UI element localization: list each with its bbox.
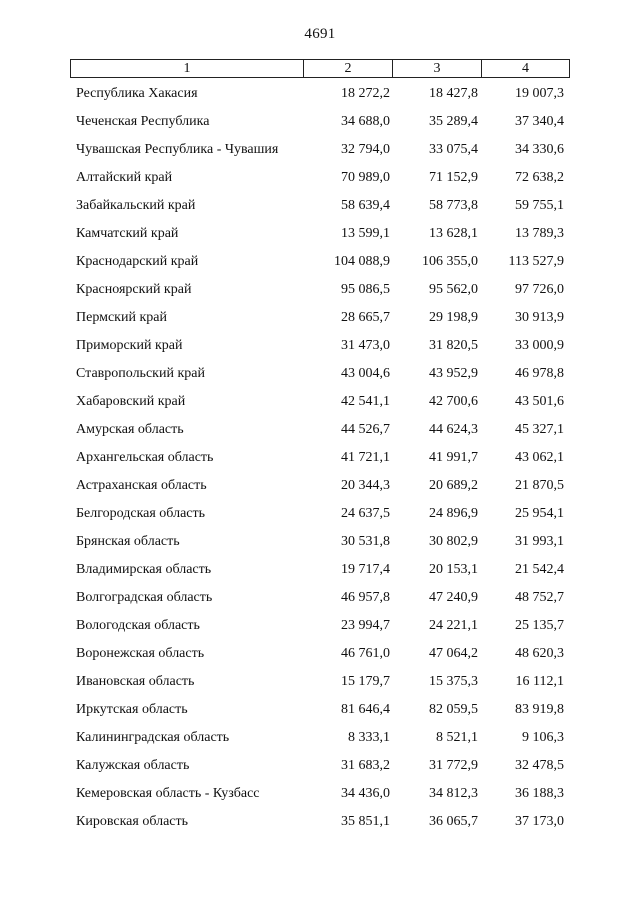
- value-col-3: 20 689,2: [429, 478, 478, 493]
- table-row: [0, 783, 640, 811]
- table-row: [0, 671, 640, 699]
- value-col-3: 44 624,3: [429, 422, 478, 437]
- region-name: Ивановская область: [76, 674, 195, 689]
- region-name: Белгородская область: [76, 506, 206, 521]
- region-name: Калужская область: [76, 758, 190, 773]
- value-col-2: 58 639,4: [341, 198, 390, 213]
- value-col-2: 15 179,7: [341, 674, 390, 689]
- value-col-4: 113 527,9: [508, 254, 564, 269]
- value-col-4: 25 954,1: [515, 506, 564, 521]
- value-col-3: 15 375,3: [429, 674, 478, 689]
- value-col-3: 30 802,9: [429, 534, 478, 549]
- region-name: Кемеровская область - Кузбасс: [76, 786, 260, 801]
- value-col-3: 31 772,9: [429, 758, 478, 773]
- region-name: Алтайский край: [76, 170, 173, 185]
- value-col-2: 34 436,0: [341, 786, 390, 801]
- table-row: [0, 811, 640, 839]
- table-row: [0, 251, 640, 279]
- value-col-2: 44 526,7: [341, 422, 390, 437]
- region-name: Вологодская область: [76, 618, 200, 633]
- page-number: 4691: [304, 26, 336, 42]
- value-col-2: 32 794,0: [341, 142, 390, 157]
- table-row: [0, 503, 640, 531]
- value-col-3: 8 521,1: [436, 730, 478, 745]
- value-col-2: 19 717,4: [341, 562, 390, 577]
- value-col-3: 24 896,9: [429, 506, 478, 521]
- region-name: Республика Хакасия: [76, 86, 198, 101]
- column-header-2: 2: [304, 60, 393, 78]
- value-col-3: 71 152,9: [429, 170, 478, 185]
- value-col-3: 47 240,9: [429, 590, 478, 605]
- value-col-2: 46 957,8: [341, 590, 390, 605]
- table-row: [0, 559, 640, 587]
- value-col-3: 42 700,6: [429, 394, 478, 409]
- value-col-2: 8 333,1: [348, 730, 390, 745]
- table-row: [0, 531, 640, 559]
- region-name: Архангельская область: [76, 450, 214, 465]
- region-name: Камчатский край: [76, 226, 179, 241]
- value-col-3: 106 355,0: [422, 254, 478, 269]
- table-row: [0, 587, 640, 615]
- value-col-2: 104 088,9: [334, 254, 390, 269]
- table-row: [0, 615, 640, 643]
- value-col-2: 20 344,3: [341, 478, 390, 493]
- region-name: Воронежская область: [76, 646, 205, 661]
- value-col-2: 81 646,4: [341, 702, 390, 717]
- table-row: [0, 699, 640, 727]
- value-col-3: 35 289,4: [429, 114, 478, 129]
- table-row: [0, 391, 640, 419]
- column-header-1: 1: [71, 60, 304, 78]
- value-col-3: 47 064,2: [429, 646, 478, 661]
- value-col-4: 45 327,1: [515, 422, 564, 437]
- column-header-3: 3: [393, 60, 482, 78]
- value-col-4: 13 789,3: [515, 226, 564, 241]
- value-col-4: 31 993,1: [515, 534, 564, 549]
- table-row: [0, 727, 640, 755]
- value-col-4: 37 173,0: [515, 814, 564, 829]
- value-col-4: 72 638,2: [515, 170, 564, 185]
- value-col-2: 46 761,0: [341, 646, 390, 661]
- region-name: Брянская область: [76, 534, 180, 549]
- region-name: Калининградская область: [76, 730, 230, 745]
- table-row: [0, 167, 640, 195]
- value-col-4: 37 340,4: [515, 114, 564, 129]
- value-col-2: 43 004,6: [341, 366, 390, 381]
- value-col-4: 36 188,3: [515, 786, 564, 801]
- region-name: Иркутская область: [76, 702, 188, 717]
- value-col-2: 42 541,1: [341, 394, 390, 409]
- region-name: Чеченская Республика: [76, 114, 210, 129]
- value-col-3: 58 773,8: [429, 198, 478, 213]
- value-col-3: 43 952,9: [429, 366, 478, 381]
- value-col-2: 41 721,1: [341, 450, 390, 465]
- table-row: [0, 643, 640, 671]
- value-col-2: 18 272,2: [341, 86, 390, 101]
- value-col-4: 48 620,3: [515, 646, 564, 661]
- region-name: Владимирская область: [76, 562, 212, 577]
- value-col-3: 95 562,0: [429, 282, 478, 297]
- region-name: Забайкальский край: [76, 198, 196, 213]
- table-row: [0, 279, 640, 307]
- value-col-4: 25 135,7: [515, 618, 564, 633]
- value-col-4: 46 978,8: [515, 366, 564, 381]
- table-row: [0, 755, 640, 783]
- region-name: Волгоградская область: [76, 590, 213, 605]
- value-col-4: 32 478,5: [515, 758, 564, 773]
- value-col-4: 43 062,1: [515, 450, 564, 465]
- value-col-2: 35 851,1: [341, 814, 390, 829]
- table-row: [0, 307, 640, 335]
- value-col-2: 31 683,2: [341, 758, 390, 773]
- table-body: [0, 83, 640, 839]
- column-header-row: [70, 59, 570, 78]
- region-name: Краснодарский край: [76, 254, 199, 269]
- value-col-2: 28 665,7: [341, 310, 390, 325]
- value-col-3: 24 221,1: [429, 618, 478, 633]
- value-col-3: 31 820,5: [429, 338, 478, 353]
- value-col-4: 34 330,6: [515, 142, 564, 157]
- value-col-4: 21 542,4: [515, 562, 564, 577]
- value-col-4: 19 007,3: [515, 86, 564, 101]
- value-col-4: 83 919,8: [515, 702, 564, 717]
- value-col-3: 33 075,4: [429, 142, 478, 157]
- value-col-4: 43 501,6: [515, 394, 564, 409]
- region-name: Астраханская область: [76, 478, 207, 493]
- value-col-2: 95 086,5: [341, 282, 390, 297]
- region-name: Ставропольский край: [76, 366, 205, 381]
- value-col-3: 29 198,9: [429, 310, 478, 325]
- value-col-2: 30 531,8: [341, 534, 390, 549]
- value-col-2: 23 994,7: [341, 618, 390, 633]
- table-row: [0, 83, 640, 111]
- value-col-4: 33 000,9: [515, 338, 564, 353]
- region-name: Чувашская Республика - Чувашия: [76, 142, 279, 157]
- value-col-2: 31 473,0: [341, 338, 390, 353]
- value-col-4: 97 726,0: [515, 282, 564, 297]
- value-col-3: 41 991,7: [429, 450, 478, 465]
- value-col-2: 13 599,1: [341, 226, 390, 241]
- value-col-4: 48 752,7: [515, 590, 564, 605]
- table-row: [0, 475, 640, 503]
- value-col-4: 59 755,1: [515, 198, 564, 213]
- table-row: [0, 111, 640, 139]
- value-col-2: 34 688,0: [341, 114, 390, 129]
- value-col-3: 18 427,8: [429, 86, 478, 101]
- table-row: [0, 447, 640, 475]
- value-col-4: 9 106,3: [522, 730, 564, 745]
- region-name: Кировская область: [76, 814, 189, 829]
- value-col-2: 70 989,0: [341, 170, 390, 185]
- table-row: [0, 223, 640, 251]
- region-name: Амурская область: [76, 422, 184, 437]
- column-header-4: 4: [482, 60, 570, 78]
- region-name: Хабаровский край: [76, 394, 186, 409]
- value-col-4: 30 913,9: [515, 310, 564, 325]
- region-name: Красноярский край: [76, 282, 192, 297]
- table-row: [0, 195, 640, 223]
- value-col-3: 82 059,5: [429, 702, 478, 717]
- table-row: [0, 419, 640, 447]
- region-name: Приморский край: [76, 338, 183, 353]
- table-row: [0, 363, 640, 391]
- value-col-3: 20 153,1: [429, 562, 478, 577]
- region-name: Пермский край: [76, 310, 167, 325]
- value-col-3: 13 628,1: [429, 226, 478, 241]
- table-row: [0, 139, 640, 167]
- value-col-3: 36 065,7: [429, 814, 478, 829]
- table-row: [0, 335, 640, 363]
- value-col-4: 16 112,1: [515, 674, 564, 689]
- value-col-3: 34 812,3: [429, 786, 478, 801]
- value-col-2: 24 637,5: [341, 506, 390, 521]
- value-col-4: 21 870,5: [515, 478, 564, 493]
